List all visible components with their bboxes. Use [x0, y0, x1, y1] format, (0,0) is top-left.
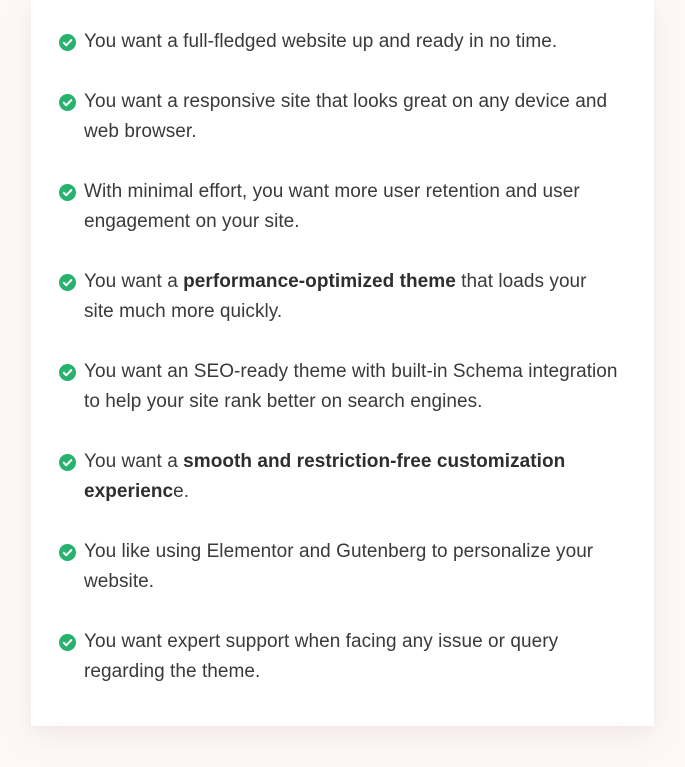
item-text: You want expert support when facing any issue or query regarding the theme. [84, 631, 559, 682]
list-item [31, 537, 654, 597]
check-circle-icon [59, 634, 76, 651]
check-circle-icon [59, 544, 76, 561]
item-text: You want a responsive site that looks great on any device and web browser. [84, 91, 608, 142]
check-circle-icon [59, 94, 76, 111]
list-item [31, 177, 654, 237]
item-text: You like using Elementor and Gutenberg to personalize your website. [84, 541, 594, 592]
check-circle-icon [59, 454, 76, 471]
check-circle-icon [59, 274, 76, 291]
check-circle-icon [59, 364, 76, 381]
feature-list [31, 27, 654, 717]
list-item [31, 27, 654, 57]
item-text: You want a performance-optimized theme that loads your site much more quickly. [84, 271, 587, 322]
list-item [31, 87, 654, 147]
item-text: You want a smooth and restriction-free customization experience. [84, 451, 566, 502]
bold-highlight: performance-optimized theme [183, 271, 456, 292]
list-item [31, 447, 654, 507]
check-circle-icon [59, 34, 76, 51]
item-text: You want a full-fledged website up and ready in no time. [84, 31, 558, 52]
list-item [31, 627, 654, 687]
item-text: With minimal effort, you want more user retention and user engagement on your site. [84, 181, 580, 232]
feature-card [31, 0, 654, 726]
check-circle-icon [59, 184, 76, 201]
item-text: You want an SEO-ready theme with built-in Schema integration to help your site rank better on search engines. [84, 361, 618, 412]
list-item [31, 267, 654, 327]
bold-highlight: smooth and restriction-free customization experienc [84, 451, 566, 502]
list-item [31, 357, 654, 417]
